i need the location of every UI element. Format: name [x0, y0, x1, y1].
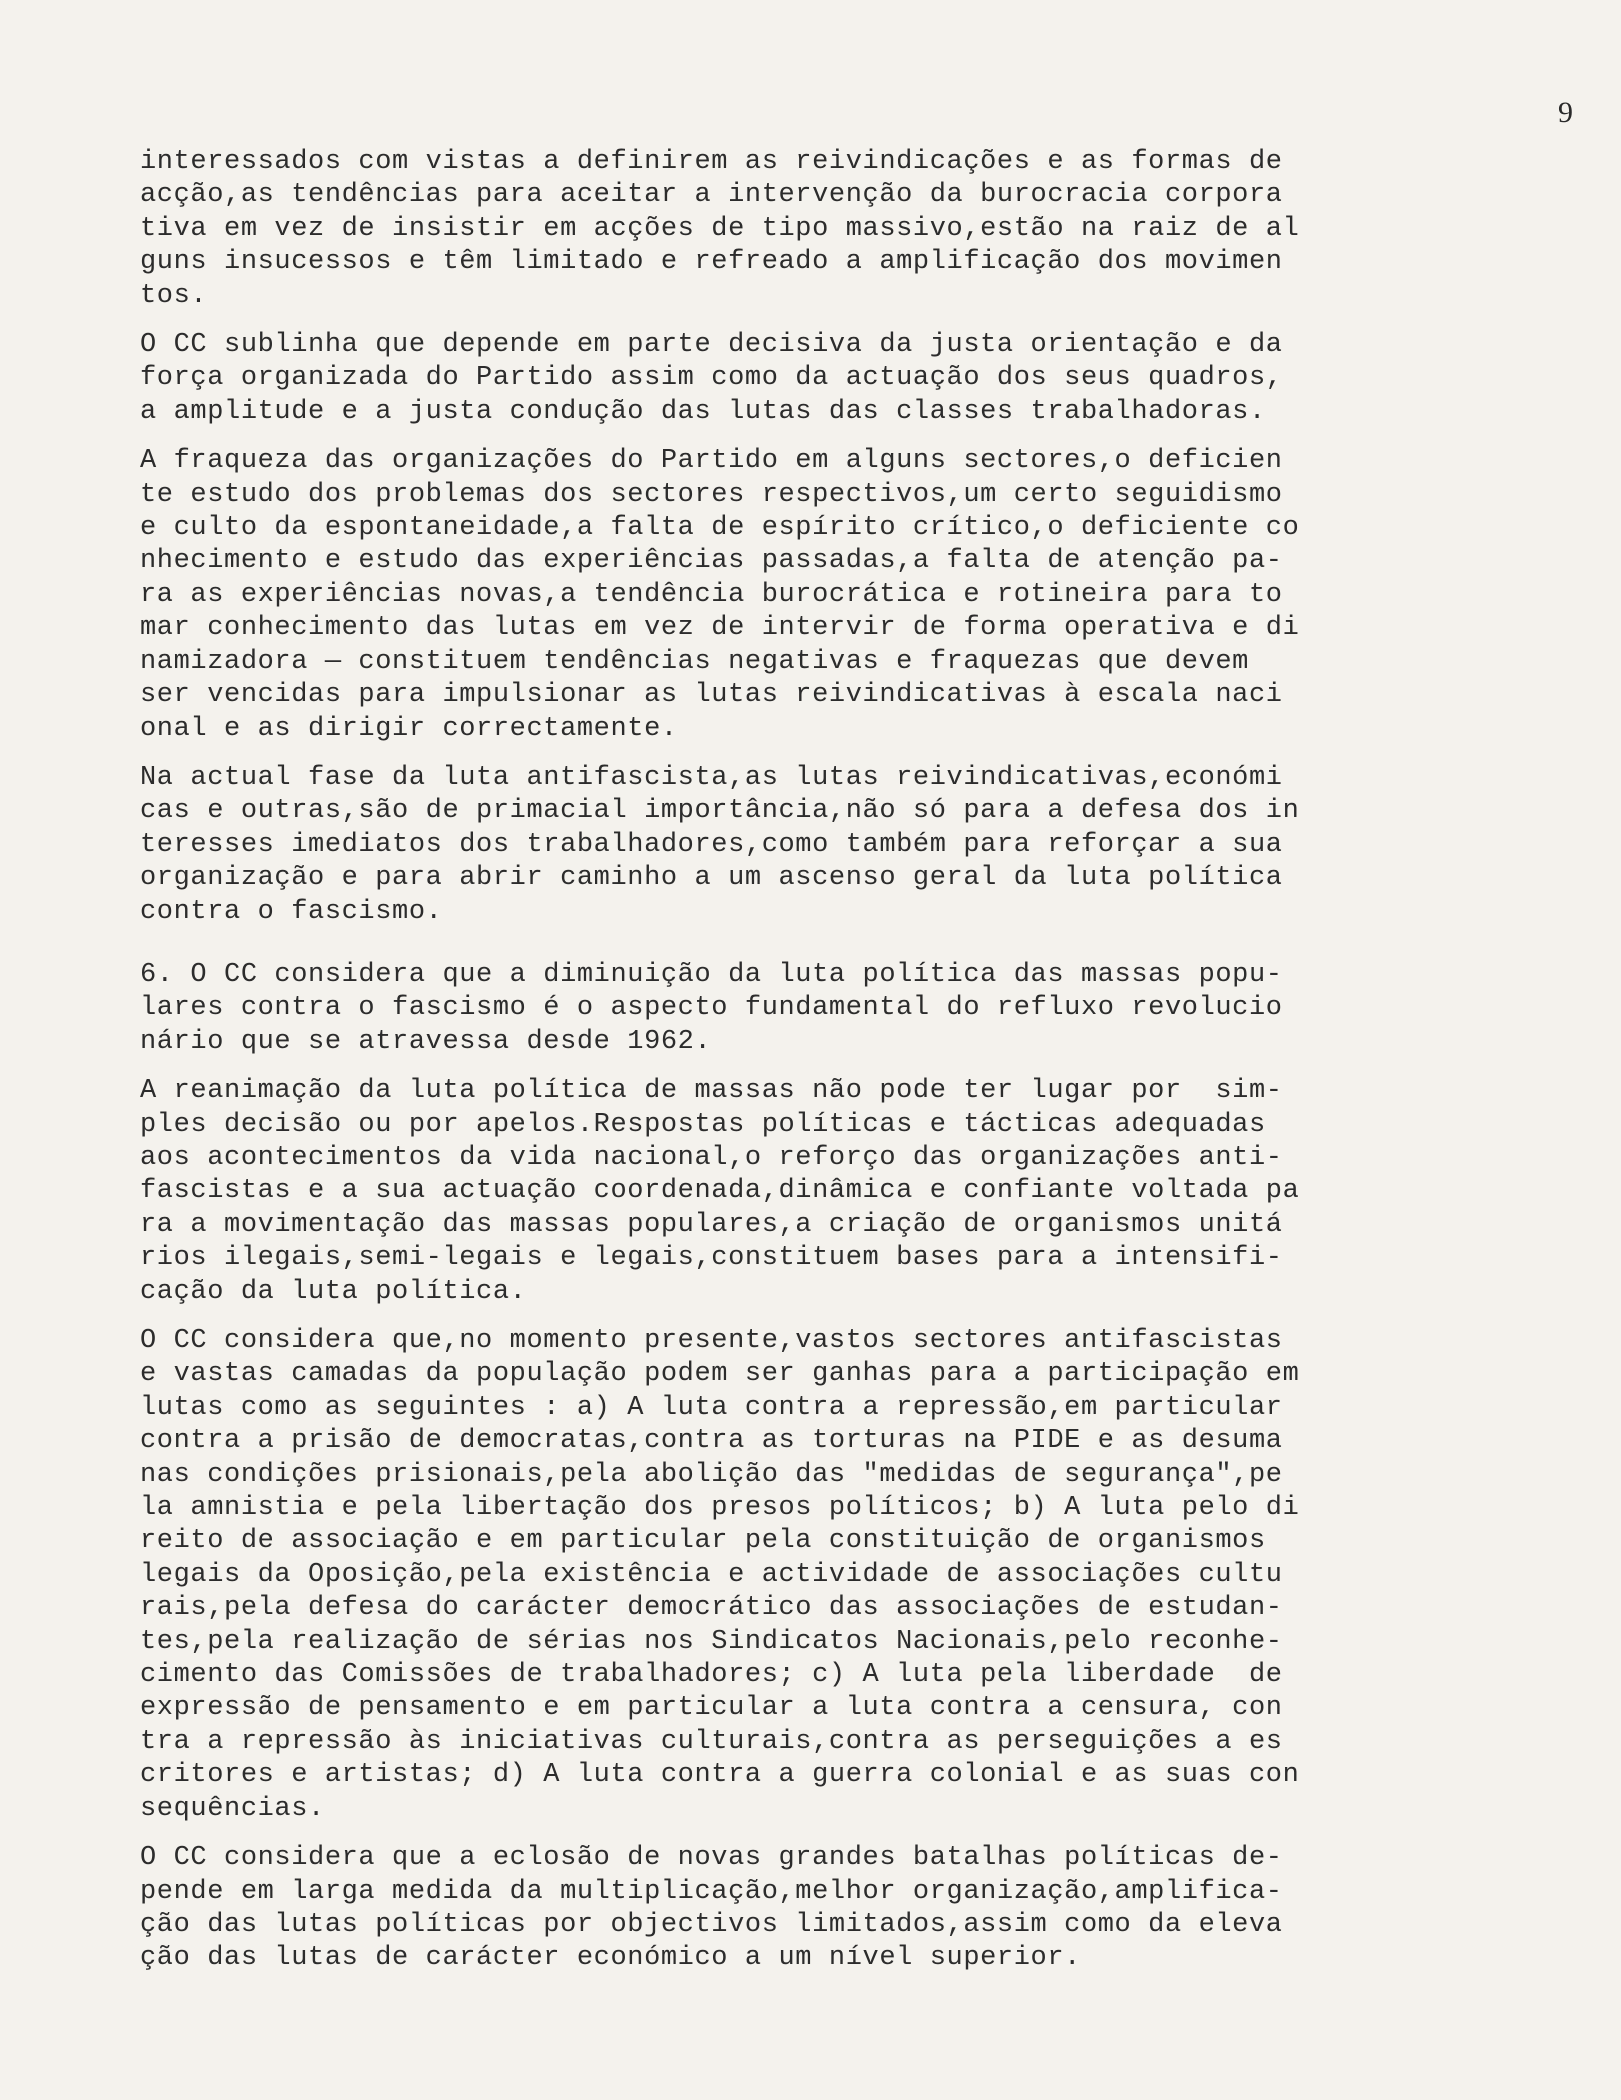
paragraph-cc-underlines — [140, 329, 1535, 429]
text-line: nas condições prisionais,pela abolição das "medidas de segurança",pe — [140, 1459, 1283, 1490]
text-line: la amnistia e pela libertação dos presos políticos; b) A luta pelo di — [140, 1493, 1300, 1524]
text-line: nhecimento e estudo das experiências passadas,a falta de atenção pa- — [140, 546, 1283, 577]
text-line: guns insucessos e têm limitado e refreado a amplificação dos movimen — [140, 247, 1283, 278]
text-line: ra a movimentação das massas populares,a criação de organismos unitá — [140, 1209, 1283, 1240]
text-line: contra o fascismo. — [140, 896, 443, 927]
text-line: mar conhecimento das lutas em vez de intervir de forma operativa e di — [140, 613, 1300, 644]
text-line: ples decisão ou por apelos.Respostas políticas e tácticas adequadas — [140, 1109, 1266, 1140]
text-line: cação da luta política. — [140, 1276, 527, 1307]
text-line: tiva em vez de insistir em acções de tipo massivo,estão na raiz de al — [140, 213, 1300, 244]
text-line: interessados com vistas a definirem as reivindicações e as formas de — [140, 147, 1283, 177]
paragraph-antifascist-phase — [140, 762, 1535, 929]
text-line: pende em larga medida da multiplicação,melhor organização,amplifica- — [140, 1876, 1283, 1907]
text-line: ção das lutas de carácter económico a um nível superior. — [140, 1943, 1081, 1974]
text-line: a amplitude e a justa condução das lutas das classes trabalhadoras. — [140, 396, 1266, 427]
text-line: teresses imediatos dos trabalhadores,como também para reforçar a sua — [140, 829, 1283, 860]
text-line: fascistas e a sua actuação coordenada,dinâmica e confiante voltada pa — [140, 1176, 1300, 1207]
text-line: namizadora — constituem tendências negativas e fraquezas que devem — [140, 646, 1249, 677]
text-line: sequências. — [140, 1793, 325, 1824]
text-line: tos. — [140, 280, 208, 311]
document-body — [140, 146, 1535, 1992]
text-line: tra a repressão às iniciativas culturais,contra as perseguições a es — [140, 1726, 1283, 1757]
text-line: te estudo dos problemas dos sectores respectivos,um certo seguidismo — [140, 479, 1283, 510]
text-line: A reanimação da luta política de massas não pode ter lugar por sim- — [140, 1076, 1283, 1107]
text-line: ra as experiências novas,a tendência burocrática e rotineira para to — [140, 579, 1283, 610]
text-line: rios ilegais,semi-legais e legais,constituem bases para a intensifi- — [140, 1243, 1283, 1274]
text-line: Na actual fase da luta antifascista,as lutas reivindicativas,económi — [140, 762, 1283, 793]
text-line: e culto da espontaneidade,a falta de espírito crítico,o deficiente co — [140, 513, 1300, 544]
text-line: legais da Oposição,pela existência e actividade de associações cultu — [140, 1559, 1283, 1590]
text-line: O CC considera que,no momento presente,vastos sectores antifascistas — [140, 1326, 1283, 1356]
text-line: cimento das Comissões de trabalhadores; c) A luta pela liberdade de — [140, 1660, 1283, 1691]
paragraph-section-6 — [140, 959, 1535, 1059]
text-line: contra a prisão de democratas,contra as torturas na PIDE e as desuma — [140, 1426, 1283, 1457]
text-line: reito de associação e em particular pela constituição de organismos — [140, 1526, 1266, 1557]
paragraph-reanimation — [140, 1075, 1535, 1309]
text-line: 6. O CC considera que a diminuição da luta política das massas popu- — [140, 959, 1283, 990]
text-line: ção das lutas políticas por objectivos limitados,assim como da eleva — [140, 1909, 1283, 1940]
text-line: expressão de pensamento e em particular a luta contra a censura, con — [140, 1693, 1283, 1724]
text-line: O CC considera que a eclosão de novas grandes batalhas políticas de- — [140, 1843, 1283, 1874]
text-line: O CC sublinha que depende em parte decisiva da justa orientação e da — [140, 330, 1283, 361]
text-line: organização e para abrir caminho a um ascenso geral da luta política — [140, 863, 1283, 894]
text-line: onal e as dirigir correctamente. — [140, 713, 678, 744]
text-line: cas e outras,são de primacial importância,não só para a defesa dos in — [140, 796, 1300, 827]
text-line: ser vencidas para impulsionar as lutas reivindicativas à escala naci — [140, 680, 1283, 711]
text-line: tes,pela realização de sérias nos Sindicatos Nacionais,pelo reconhe- — [140, 1626, 1283, 1657]
text-line: e vastas camadas da população podem ser ganhas para a participação em — [140, 1359, 1300, 1390]
text-line: lutas como as seguintes : a) A luta contra a repressão,em particular — [140, 1392, 1283, 1423]
paragraph-bureaucracy-tendencies — [140, 146, 1535, 313]
text-line: rais,pela defesa do carácter democrático das associações de estudan- — [140, 1593, 1283, 1624]
text-line: força organizada do Partido assim como da actuação dos seus quadros, — [140, 363, 1283, 394]
paragraph-party-weakness — [140, 445, 1535, 746]
text-line: A fraqueza das organizações do Partido em alguns sectores,o deficien — [140, 446, 1283, 477]
paragraph-new-battles — [140, 1842, 1535, 1976]
text-line: aos acontecimentos da vida nacional,o reforço das organizações anti- — [140, 1142, 1283, 1173]
text-line: nário que se atravessa desde 1962. — [140, 1026, 712, 1057]
text-line: acção,as tendências para aceitar a intervenção da burocracia corpora — [140, 180, 1283, 211]
page-number: 9 — [1558, 96, 1573, 129]
paragraph-struggles-list — [140, 1325, 1535, 1826]
text-line: lares contra o fascismo é o aspecto fundamental do refluxo revolucio — [140, 993, 1283, 1024]
text-line: critores e artistas; d) A luta contra a guerra colonial e as suas con — [140, 1760, 1300, 1791]
